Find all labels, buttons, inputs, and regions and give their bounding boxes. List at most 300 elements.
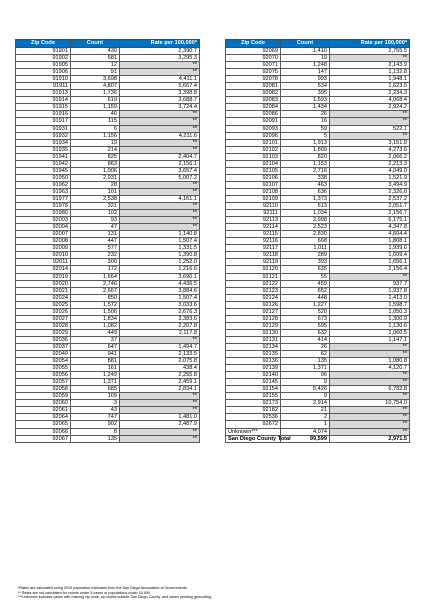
- rate-cell: 1,130.6: [330, 322, 410, 329]
- rate-cell: 2,234.3: [330, 90, 410, 97]
- zip-code-cell: 92122: [226, 280, 281, 287]
- table-row: [16, 252, 200, 259]
- table-row: [226, 400, 410, 407]
- count-cell: 2,667: [71, 287, 120, 294]
- rate-cell: **: [330, 372, 410, 379]
- rate-cell: 1,609.4: [330, 252, 410, 259]
- rate-cell: **: [120, 217, 200, 224]
- table-row: [226, 351, 410, 358]
- rate-cell: 2,537.2: [330, 195, 410, 202]
- rate-cell: 1,080.8: [330, 358, 410, 365]
- rate-cell: **: [330, 393, 410, 400]
- table-row: [226, 62, 410, 69]
- table-row: [16, 358, 200, 365]
- table-row: [226, 414, 410, 421]
- rate-cell: 6,782.8: [330, 386, 410, 393]
- zip-code-cell: 92107: [226, 181, 281, 188]
- table-row: [226, 48, 410, 55]
- count-cell: 12: [71, 62, 120, 69]
- count-cell: 520: [281, 308, 330, 315]
- table-row: [226, 188, 410, 195]
- rate-cell: **: [120, 62, 200, 69]
- table-row: [226, 195, 410, 202]
- zip-code-cell: 92134: [226, 343, 281, 350]
- rate-cell: **: [120, 336, 200, 343]
- rate-cell: 1,216.6: [120, 266, 200, 273]
- zip-code-cell: 92020: [16, 280, 71, 287]
- count-cell: 636: [281, 188, 330, 195]
- zip-code-cell: 92136: [226, 358, 281, 365]
- zip-table-left: [15, 39, 200, 443]
- header-count: Count: [281, 40, 330, 48]
- count-cell: 28: [71, 181, 120, 188]
- table-row: [16, 203, 200, 210]
- count-cell: 1,809: [281, 146, 330, 153]
- count-cell: 632: [281, 329, 330, 336]
- count-cell: 993: [281, 76, 330, 83]
- zip-code-cell: 92037: [16, 343, 71, 350]
- count-cell: 448: [281, 294, 330, 301]
- table-row: [226, 301, 410, 308]
- count-cell: 5: [281, 132, 330, 139]
- table-row: [226, 132, 410, 139]
- rate-cell: 2,066.2: [330, 153, 410, 160]
- rate-cell: 1,598.7: [330, 301, 410, 308]
- table-row: [16, 55, 200, 62]
- zip-code-cell: 92060: [16, 400, 71, 407]
- table-row: [16, 69, 200, 76]
- table-row: [226, 280, 410, 287]
- rate-cell: 1,939.6: [330, 245, 410, 252]
- zip-code-cell: 91931: [16, 125, 71, 132]
- zip-code-cell: 92040: [16, 351, 71, 358]
- zip-code-cell: 91901: [16, 48, 71, 55]
- zip-code-cell: 91906: [16, 69, 71, 76]
- table-row: [226, 111, 410, 118]
- rate-cell: 2,075.8: [120, 358, 200, 365]
- count-cell: 1,834: [71, 315, 120, 322]
- count-cell: 1,011: [281, 245, 330, 252]
- table-row: [16, 414, 200, 421]
- table-row: [16, 259, 200, 266]
- rate-cell: **: [330, 414, 410, 421]
- zip-code-cell: 92173: [226, 400, 281, 407]
- zip-code-cell: 92111: [226, 210, 281, 217]
- table-row: [16, 217, 200, 224]
- zip-code-cell: 91945: [16, 167, 71, 174]
- count-cell: 613: [281, 203, 330, 210]
- table-row: [16, 174, 200, 181]
- zip-code-cell: 92029: [16, 329, 71, 336]
- rate-cell: 4,120.7: [330, 365, 410, 372]
- table-row: [16, 139, 200, 146]
- rate-cell: 2,459.1: [120, 379, 200, 386]
- count-cell: 147: [281, 69, 330, 76]
- table-header-row: [16, 40, 200, 48]
- table-row: [16, 48, 200, 55]
- count-cell: 3,698: [71, 76, 120, 83]
- rate-cell: **: [120, 188, 200, 195]
- rate-cell: **: [120, 428, 200, 435]
- count-cell: 668: [281, 238, 330, 245]
- rate-cell: 2,255.8: [120, 372, 200, 379]
- zip-table-right: [225, 39, 410, 443]
- footnotes: [18, 586, 418, 600]
- table-row: [226, 203, 410, 210]
- zip-code-cell: 92106: [226, 174, 281, 181]
- count-cell: 447: [71, 238, 120, 245]
- table-row: [226, 83, 410, 90]
- count-cell: 673: [281, 315, 330, 322]
- zip-code-cell: 92114: [226, 224, 281, 231]
- zip-code-cell: 91935: [16, 146, 71, 153]
- zip-code-cell: 92536: [226, 414, 281, 421]
- count-cell: 1,593: [281, 97, 330, 104]
- count-cell: 820: [281, 153, 330, 160]
- zip-code-cell: 92024: [16, 294, 71, 301]
- zip-code-cell: 92026: [16, 308, 71, 315]
- count-cell: 93: [71, 217, 120, 224]
- zip-code-cell: 92004: [16, 224, 71, 231]
- rate-cell: 3,884.6: [120, 287, 200, 294]
- rate-cell: 3,398.8: [120, 90, 200, 97]
- rate-cell: 2,117.8: [120, 329, 200, 336]
- count-cell: 685: [71, 386, 120, 393]
- rate-cell: **: [120, 139, 200, 146]
- zip-code-cell: 92003: [16, 217, 71, 224]
- zip-code-cell: 91913: [16, 90, 71, 97]
- table-row: [16, 210, 200, 217]
- table-row: [226, 365, 410, 372]
- table-row: [16, 372, 200, 379]
- zip-code-cell: 92086: [226, 111, 281, 118]
- rate-cell: 1,507.4: [120, 294, 200, 301]
- count-cell: 19: [71, 139, 120, 146]
- table-row: [226, 118, 410, 125]
- zip-code-cell: 91917: [16, 118, 71, 125]
- count-cell: 9: [281, 393, 330, 400]
- count-cell: 109: [71, 393, 120, 400]
- count-cell: 101: [71, 188, 120, 195]
- count-cell: 1,371: [281, 365, 330, 372]
- table-row: [226, 421, 410, 428]
- zip-code-cell: 92128: [226, 315, 281, 322]
- rate-cell: 1,390.8: [120, 252, 200, 259]
- zip-code-cell: 92140: [226, 372, 281, 379]
- table-row: [16, 294, 200, 301]
- table-row: [16, 153, 200, 160]
- table-body-left: [16, 48, 200, 443]
- zip-code-cell: 92036: [16, 336, 71, 343]
- count-cell: 19: [281, 55, 330, 62]
- table-row: [226, 322, 410, 329]
- zip-code-cell: 92008: [16, 238, 71, 245]
- zip-code-cell: 91914: [16, 97, 71, 104]
- table-row: [16, 273, 200, 280]
- rate-cell: 2,133.5: [120, 351, 200, 358]
- count-cell: 449: [71, 329, 120, 336]
- count-cell: 1,249: [71, 372, 120, 379]
- zip-code-cell: 92010: [16, 252, 71, 259]
- table-row: [16, 322, 200, 329]
- count-cell: 1,159: [71, 104, 120, 111]
- table-row: [226, 294, 410, 301]
- rate-cell: 1,060.5: [330, 329, 410, 336]
- rate-cell: 1,481.0: [120, 414, 200, 421]
- rate-cell: 2,755.5: [330, 48, 410, 55]
- rate-cell: **: [120, 111, 200, 118]
- zip-code-cell: 92126: [226, 301, 281, 308]
- count-cell: 1,913: [281, 139, 330, 146]
- count-cell: 2,830: [281, 231, 330, 238]
- zip-code-cell: 92182: [226, 407, 281, 414]
- rate-cell: 1,521.9: [330, 174, 410, 181]
- rate-cell: **: [330, 343, 410, 350]
- count-cell: 2: [281, 414, 330, 421]
- table-row: [16, 336, 200, 343]
- zip-code-cell: 92117: [226, 245, 281, 252]
- zip-code-cell: 92027: [16, 315, 71, 322]
- rate-cell: 4,273.6: [330, 146, 410, 153]
- rate-cell: 1,413.0: [330, 294, 410, 301]
- zip-code-cell: 91977: [16, 195, 71, 202]
- count-cell: 459: [281, 280, 330, 287]
- count-cell: 26: [281, 111, 330, 118]
- zip-code-cell: 92058: [16, 386, 71, 393]
- table-row: [16, 308, 200, 315]
- zip-code-cell: 92014: [16, 266, 71, 273]
- table-row: [226, 407, 410, 414]
- count-cell: 55: [281, 273, 330, 280]
- zip-code-cell: 91962: [16, 181, 71, 188]
- count-cell: 430: [71, 48, 120, 55]
- count-cell: 1,006: [71, 167, 120, 174]
- zip-code-cell: 92105: [226, 167, 281, 174]
- table-row: [16, 224, 200, 231]
- table-row: [226, 97, 410, 104]
- count-cell: 635: [281, 266, 330, 273]
- table-row: [226, 358, 410, 365]
- count-cell: 338: [281, 174, 330, 181]
- rate-cell: 2,487.9: [120, 421, 200, 428]
- rate-cell: 4,436.5: [120, 280, 200, 287]
- rate-cell: 3,494.9: [330, 181, 410, 188]
- table-row: [226, 315, 410, 322]
- rate-cell: **: [120, 181, 200, 188]
- table-row: [16, 167, 200, 174]
- header-zip-code: Zip Code: [226, 40, 281, 48]
- table-row: [16, 351, 200, 358]
- zip-code-cell: 92154: [226, 386, 281, 393]
- rate-cell: 1,623.5: [330, 83, 410, 90]
- table-row: [16, 238, 200, 245]
- table-row: [226, 90, 410, 97]
- zip-code-cell: 92007: [16, 231, 71, 238]
- rate-cell: **: [120, 224, 200, 231]
- zip-code-cell: 92139: [226, 365, 281, 372]
- zip-code-cell: 92135: [226, 351, 281, 358]
- count-cell: 902: [71, 421, 120, 428]
- rate-cell: 5,667.4: [120, 83, 200, 90]
- count-cell: 37: [71, 336, 120, 343]
- zip-code-cell: 92672: [226, 421, 281, 428]
- rate-cell: **: [330, 55, 410, 62]
- table-header-row: [226, 40, 410, 48]
- rate-cell: 1,937.8: [330, 287, 410, 294]
- unknown-label: Unknown***: [226, 428, 281, 435]
- zip-code-cell: 91934: [16, 139, 71, 146]
- table-row: [226, 153, 410, 160]
- table-row: [16, 428, 200, 435]
- table-row: [226, 181, 410, 188]
- rate-cell: 1,507.4: [120, 238, 200, 245]
- zip-code-cell: 92116: [226, 238, 281, 245]
- count-cell: 2,716: [281, 167, 330, 174]
- zip-code-cell: 92123: [226, 287, 281, 294]
- table-summary-rows: [226, 428, 410, 442]
- count-cell: 62: [281, 351, 330, 358]
- count-cell: 21: [281, 407, 330, 414]
- rate-cell: 2,326.0: [330, 188, 410, 195]
- zip-code-cell: 92084: [226, 104, 281, 111]
- rate-cell: **: [120, 125, 200, 132]
- rate-cell: 2,213.3: [330, 160, 410, 167]
- zip-code-cell: 92096: [226, 132, 281, 139]
- unknown-rate: **: [330, 428, 410, 435]
- rate-cell: 4,347.8: [330, 224, 410, 231]
- table-row: [16, 343, 200, 350]
- table-row: [226, 69, 410, 76]
- count-cell: 1,664: [71, 273, 120, 280]
- rate-cell: **: [330, 351, 410, 358]
- count-cell: 534: [281, 83, 330, 90]
- zip-code-cell: 92130: [226, 329, 281, 336]
- count-cell: 321: [71, 203, 120, 210]
- zip-code-cell: 92102: [226, 146, 281, 153]
- count-cell: 1,434: [281, 104, 330, 111]
- count-cell: 2,538: [71, 195, 120, 202]
- table-row: [226, 372, 410, 379]
- zip-code-cell: 92019: [16, 273, 71, 280]
- count-cell: 2,931: [71, 174, 120, 181]
- count-cell: 289: [281, 252, 330, 259]
- zip-code-cell: 92129: [226, 322, 281, 329]
- table-row: [226, 329, 410, 336]
- count-cell: 825: [71, 153, 120, 160]
- count-cell: 1,572: [71, 301, 120, 308]
- rate-cell: **: [330, 273, 410, 280]
- count-cell: 581: [71, 55, 120, 62]
- table-row: [16, 231, 200, 238]
- rate-cell: **: [330, 132, 410, 139]
- table-row: [16, 329, 200, 336]
- rate-cell: **: [120, 393, 200, 400]
- zip-code-cell: 92118: [226, 252, 281, 259]
- zip-code-cell: 92124: [226, 294, 281, 301]
- zip-code-cell: 92119: [226, 259, 281, 266]
- rate-cell: 1,252.0: [120, 259, 200, 266]
- zip-code-cell: 92082: [226, 90, 281, 97]
- rate-cell: 1,132.8: [330, 69, 410, 76]
- zip-code-cell: 92131: [226, 336, 281, 343]
- unknown-row: [226, 428, 410, 435]
- table-row: [226, 146, 410, 153]
- table-row: [16, 83, 200, 90]
- header-rate: Rate per 100,000*: [330, 40, 410, 48]
- table-row: [226, 125, 410, 132]
- rate-cell: 2,156.4: [330, 266, 410, 273]
- rate-cell: **: [330, 379, 410, 386]
- table-row: [16, 301, 200, 308]
- count-cell: 161: [71, 365, 120, 372]
- table-row: [16, 160, 200, 167]
- count-cell: 43: [71, 407, 120, 414]
- count-cell: 1,506: [71, 308, 120, 315]
- rate-cell: **: [330, 118, 410, 125]
- count-cell: 863: [71, 160, 120, 167]
- header-count: Count: [71, 40, 120, 48]
- table-row: [226, 393, 410, 400]
- header-zip-code: Zip Code: [16, 40, 71, 48]
- zip-code-cell: 91902: [16, 55, 71, 62]
- rate-cell: 4,068.4: [330, 97, 410, 104]
- footnote-suppression: ** Rates are not calculated for counts under 5 cases or populations under 10,000.: [18, 590, 152, 595]
- rate-cell: **: [120, 435, 200, 442]
- rate-cell: **: [120, 400, 200, 407]
- rate-cell: 1,050.3: [330, 308, 410, 315]
- count-cell: 8: [71, 428, 120, 435]
- count-cell: 2,998: [281, 217, 330, 224]
- zip-code-cell: 92075: [226, 69, 281, 76]
- table-row: [16, 393, 200, 400]
- zip-code-cell: 91980: [16, 210, 71, 217]
- count-cell: 1,034: [281, 210, 330, 217]
- count-cell: 393: [281, 259, 330, 266]
- zip-code-cell: 91915: [16, 104, 71, 111]
- table-row: [226, 287, 410, 294]
- table-row: [226, 336, 410, 343]
- rate-cell: 522.1: [330, 125, 410, 132]
- rate-cell: **: [120, 203, 200, 210]
- table-row: [226, 210, 410, 217]
- table-row: [16, 365, 200, 372]
- table-row: [226, 273, 410, 280]
- rate-cell: 2,207.8: [120, 322, 200, 329]
- zip-code-cell: 91978: [16, 203, 71, 210]
- zip-code-cell: 92011: [16, 259, 71, 266]
- rate-cell: 1,948.1: [330, 76, 410, 83]
- zip-code-cell: 91911: [16, 83, 71, 90]
- table-row: [226, 174, 410, 181]
- table-row: [16, 97, 200, 104]
- table-row: [226, 217, 410, 224]
- rate-cell: 4,211.6: [120, 132, 200, 139]
- rate-cell: 1,331.5: [120, 245, 200, 252]
- table-row: [226, 308, 410, 315]
- rate-cell: 2,834.1: [120, 386, 200, 393]
- count-cell: 1,156: [71, 132, 120, 139]
- table-row: [16, 245, 200, 252]
- zip-code-cell: 92078: [226, 76, 281, 83]
- count-cell: 214: [71, 146, 120, 153]
- rate-cell: 1,300.9: [330, 315, 410, 322]
- count-cell: 102: [71, 210, 120, 217]
- rate-cell: 1,494.7: [120, 343, 200, 350]
- rate-cell: **: [120, 146, 200, 153]
- zip-code-cell: 92083: [226, 97, 281, 104]
- table-row: [16, 400, 200, 407]
- count-cell: 47: [71, 224, 120, 231]
